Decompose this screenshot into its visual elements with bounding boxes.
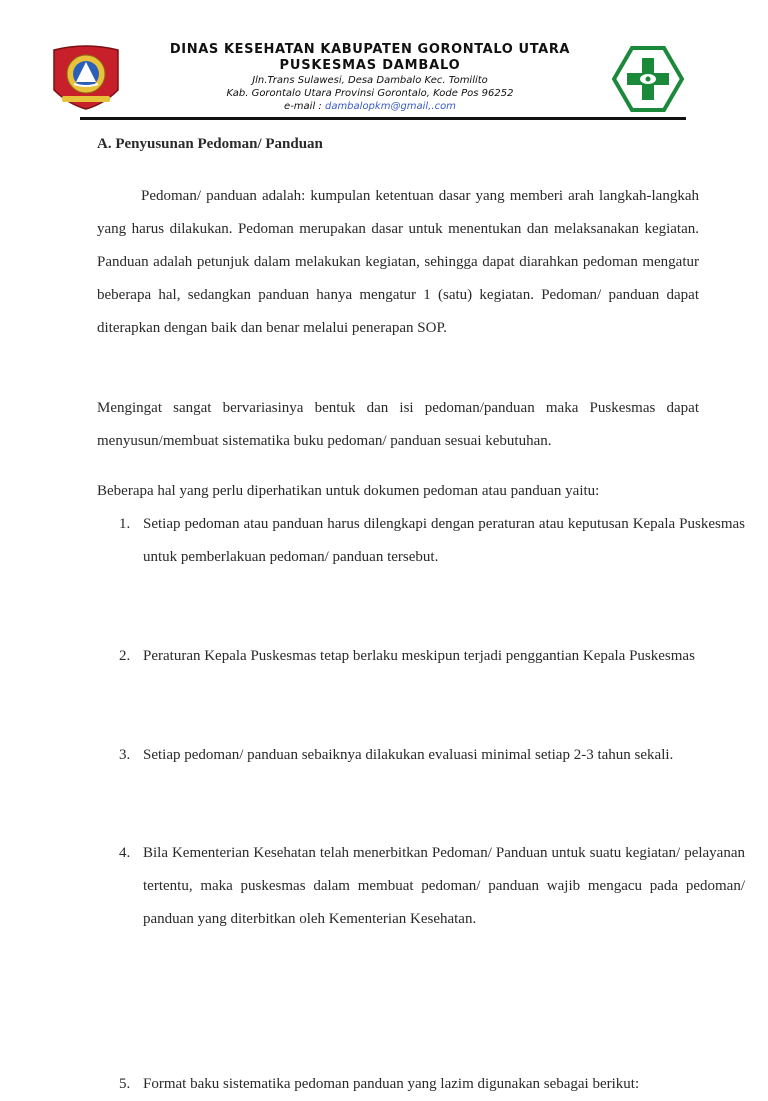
letterhead	[0, 0, 768, 124]
list-item-text: Format baku sistematika pedoman panduan yang lazim digunakan sebagai berikut:	[143, 1076, 640, 1092]
list-item-text: Setiap pedoman atau panduan harus dilengkapi dengan peraturan atau keputusan Kepala Puskesmas untuk pemberlakuan pedoman/ panduan tersebut.	[143, 516, 745, 565]
email-address: dambalopkm@gmail,.com	[324, 101, 456, 112]
guidance-list	[97, 508, 745, 1092]
list-item	[97, 739, 745, 772]
address-line-1: Jln.Trans Sulawesi, Desa Dambalo Kec. Tomilito	[252, 75, 488, 86]
list-item	[97, 508, 745, 574]
health-cross-logo-icon	[612, 46, 684, 112]
paragraph-definition: Pedoman/ panduan adalah: kumpulan ketentuan dasar yang memberi arah langkah-langkah yang harus dilakukan. Pedoman merupakan dasar untuk menentukan dan melaksanakan kegiatan. Panduan adalah petunjuk dalam melakukan kegiatan, sehingga dapat diarahkan pedoman mengatur beberapa hal, sedangkan panduan hanya mengatur 1 (satu) kegiatan. Pedoman/ panduan dapat diterapkan dengan baik dan benar melalui penerapan SOP.	[97, 188, 699, 336]
list-item-text: Bila Kementerian Kesehatan telah menerbitkan Pedoman/ Panduan untuk suatu kegiatan/ pelayanan tertentu, maka puskesmas dalam membuat pedoman/ panduan wajib mengacu pada pedoman/ panduan yang diterbitkan oleh Kementerian Kesehatan.	[143, 845, 745, 927]
agency-title: DINAS KESEHATAN KABUPATEN GORONTALO UTARA	[169, 42, 571, 57]
list-number: 2.	[119, 648, 131, 664]
list-item-text: Setiap pedoman/ panduan sebaiknya dilakukan evaluasi minimal setiap 2-3 tahun sekali.	[143, 747, 674, 763]
regency-emblem-icon	[48, 42, 124, 110]
section-heading: A. Penyusunan Pedoman/ Panduan	[97, 136, 323, 152]
document-body	[97, 134, 745, 1092]
address-line-2: Kab. Gorontalo Utara Provinsi Gorontalo, Kode Pos 96252	[226, 88, 514, 99]
letterhead-text	[120, 42, 620, 113]
list-item-text: Peraturan Kepala Puskesmas tetap berlaku meskipun terjadi penggantian Kepala Puskesmas	[143, 648, 695, 664]
clinic-name: PUSKESMAS DAMBALO	[279, 58, 461, 73]
email-label: e-mail :	[284, 101, 325, 112]
list-item	[97, 1068, 745, 1101]
list-number: 3.	[119, 747, 131, 763]
paragraph-list-intro: Beberapa hal yang perlu diperhatikan untuk dokumen pedoman atau panduan yaitu:	[97, 483, 600, 499]
list-number: 4.	[119, 845, 131, 861]
list-number: 5.	[119, 1076, 131, 1092]
list-item	[97, 640, 745, 673]
paragraph-variation: Mengingat sangat bervariasinya bentuk dan isi pedoman/panduan maka Puskesmas dapat menyusun/membuat sistematika buku pedoman/ panduan sesuai kebutuhan.	[97, 400, 699, 449]
list-number: 1.	[119, 516, 131, 532]
email-line	[120, 100, 620, 113]
letterhead-divider	[80, 117, 686, 120]
list-item	[97, 837, 745, 936]
